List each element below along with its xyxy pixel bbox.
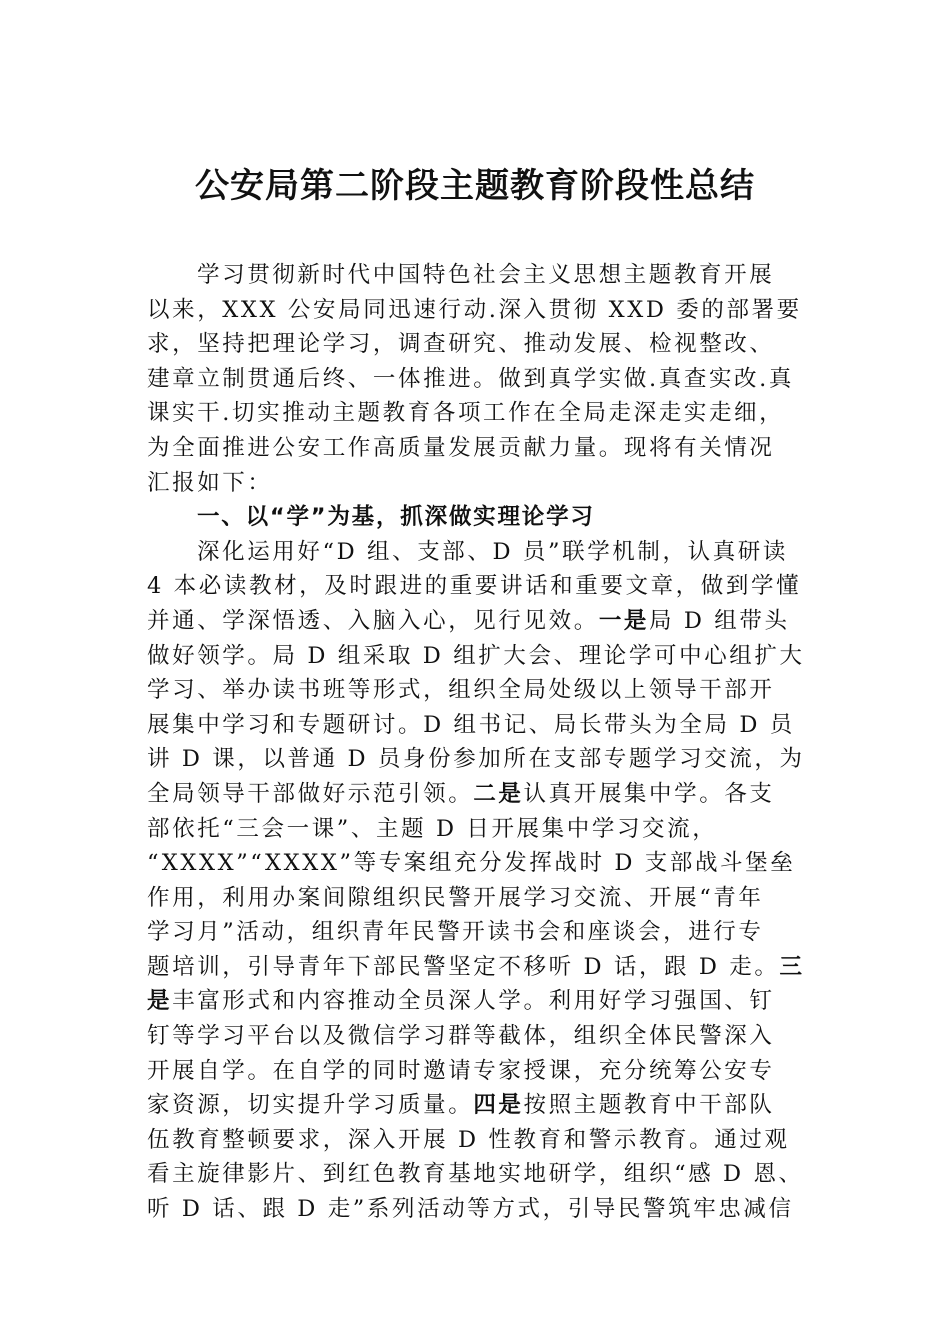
bold-marker: 四是: [473, 1092, 524, 1119]
text-segment: 为全面推进公安工作高质量发展贡献力量。现将有关情况: [147, 434, 775, 461]
text-line: [147, 812, 817, 847]
text-segment: 学习、举办读书班等形式，组织全局处级以上领导干部开: [147, 677, 775, 704]
text-line: [147, 1157, 817, 1192]
bold-marker: 三: [779, 953, 805, 980]
text-segment: 按照主题教育中干部队: [523, 1092, 775, 1119]
text-segment: 局 D 组带头: [649, 607, 790, 634]
text-segment: 看主旋律影片、到红色教育基地实地研学，组织“感 D 恩、: [147, 1161, 804, 1188]
text-segment: 展集中学习和专题研讨。D 组书记、局长带头为全局 D 员: [147, 711, 795, 738]
text-line: [147, 742, 817, 777]
bold-marker: 二是: [473, 780, 524, 807]
text-segment: 深化运用好“D 组、支部、D 员”联学机制，认真研读: [197, 538, 788, 565]
text-segment: 学习贯彻新时代中国特色社会主义思想主题教育开展: [197, 262, 775, 288]
text-segment: 并通、学深悟透、入脑入心，见行见效。: [147, 607, 599, 634]
text-segment: 学习月”活动，组织青年民警开读书会和座谈会，进行专: [147, 919, 764, 946]
text-segment: 求，坚持把理论学习，调查研究、推动发展、检视整改、: [147, 331, 775, 358]
text-segment: 一、以“学”为基，抓深做实理论学习: [197, 504, 595, 531]
text-segment: 做好领学。局 D 组采取 D 组扩大会、理论学可中心组扩大: [147, 642, 805, 669]
text-line: [147, 604, 817, 639]
text-segment: 题培训，引导青年下部民警坚定不移听 D 话，跟 D 走。: [147, 953, 780, 980]
text-line: [147, 535, 817, 570]
text-line: [147, 950, 817, 985]
text-line: [147, 293, 817, 328]
text-line: [147, 1123, 817, 1158]
text-segment: 认真开展集中学。各支: [523, 780, 775, 807]
text-segment: 课实干.切实推动主题教育各项工作在全局走深走实走细，: [147, 400, 785, 427]
text-segment: 全局领导干部做好示范引领。: [147, 780, 474, 807]
text-line: [147, 1019, 817, 1054]
text-segment: 家资源，切实提升学习质量。: [147, 1092, 474, 1119]
text-segment: 开展自学。在自学的同时邀请专家授课，充分统筹公安专: [147, 1057, 775, 1084]
text-line: [147, 569, 817, 604]
text-line: [147, 396, 817, 431]
text-segment: 以来，XXX 公安局同迅速行动.深入贯彻 XXD 委的部署要: [147, 296, 802, 323]
text-line: [147, 1192, 817, 1227]
text-segment: 建章立制贯通后终、一体推进。做到真学实做.真查实改.真: [147, 365, 795, 392]
bold-marker: 是: [147, 988, 173, 1015]
section-heading: [147, 500, 817, 535]
text-line: [147, 881, 817, 916]
text-line: [147, 1088, 817, 1123]
text-line: [147, 327, 817, 362]
text-line: [147, 431, 817, 466]
text-line: [147, 673, 817, 708]
text-line: [147, 466, 817, 501]
text-line: [147, 846, 817, 881]
text-segment: 4 本必读教材，及时跟进的重要讲话和重要文章，做到学懂: [147, 573, 802, 600]
text-segment: 讲 D 课，以普通 D 员身份参加所在支部专题学习交流，为: [147, 746, 805, 773]
text-segment: 作用，利用办案间隙组织民警开展学习交流、开展“青年: [147, 884, 764, 911]
text-segment: 钉等学习平台以及微信学习群等截体，组织全体民警深入: [147, 1023, 775, 1050]
text-line: [147, 362, 817, 397]
text-line: [147, 777, 817, 812]
text-segment: “XXXX”“XXXX”等专案组充分发挥战时 D 支部战斗堡垒: [147, 850, 796, 877]
text-line: [147, 915, 817, 950]
text-segment: 听 D 话、跟 D 走”系列活动等方式，引导民警筑牢忠减信: [147, 1196, 794, 1223]
text-segment: 丰富形式和内容推动全员深人学。利用好学习强国、钉: [172, 988, 775, 1015]
text-line: [147, 258, 817, 293]
text-line: [147, 1054, 817, 1089]
text-line: [147, 984, 817, 1019]
text-segment: 汇报如下：: [147, 469, 273, 496]
bold-marker: 一是: [598, 607, 650, 634]
text-line: [147, 639, 817, 674]
text-line: [147, 708, 817, 743]
document-body: [147, 258, 817, 1227]
document-title: 公安局第二阶段主题教育阶段性总结: [195, 166, 755, 206]
text-segment: 部依托“三会一课”、主题 D 日开展集中学习交流，: [147, 815, 718, 842]
text-segment: 伍教育整顿要求，深入开展 D 性教育和警示教育。通过观: [147, 1126, 790, 1153]
